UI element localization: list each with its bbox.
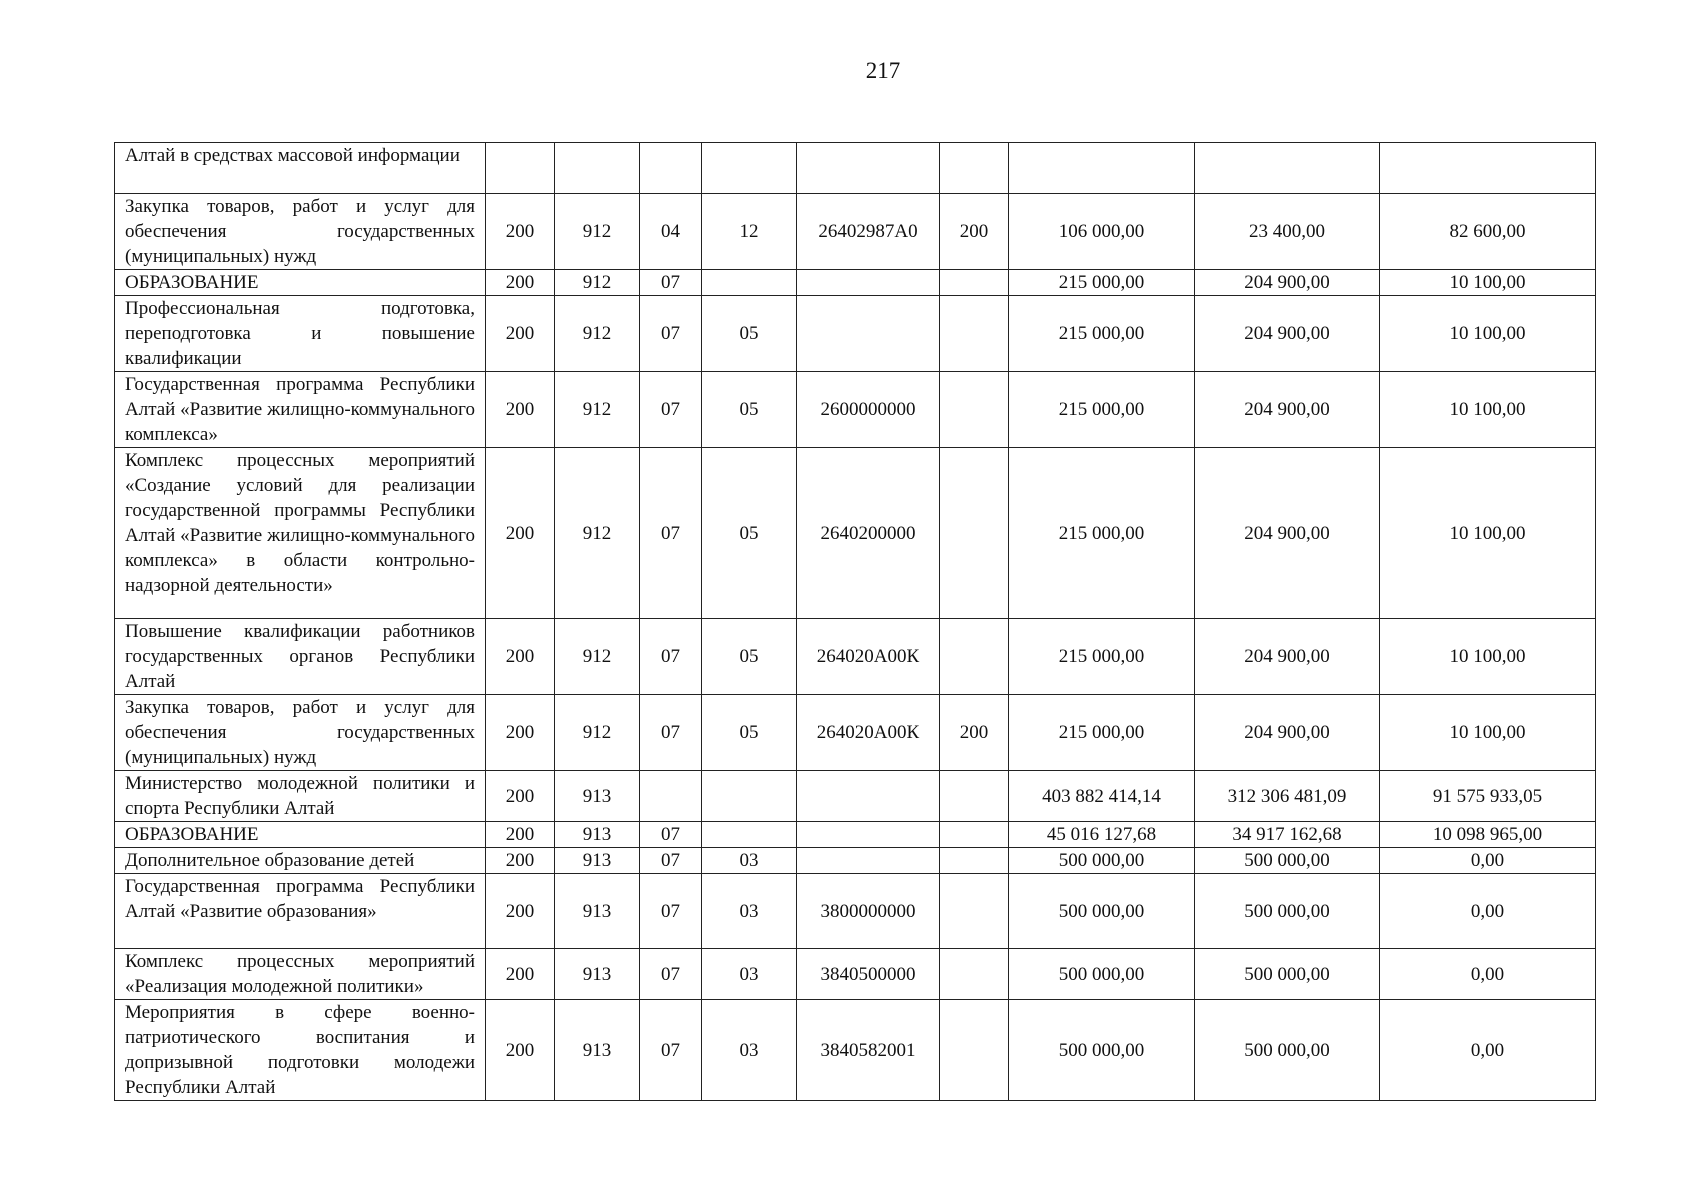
subsection-cell: [702, 822, 797, 848]
table-row: [115, 372, 1596, 448]
amount-total-cell: 215 000,00: [1009, 619, 1195, 695]
subsection-cell: 05: [702, 372, 797, 448]
expense-type-cell: [940, 874, 1009, 949]
table-row: [115, 194, 1596, 270]
amount-regional-cell: 0,00: [1380, 1000, 1596, 1101]
subsection-cell: 05: [702, 448, 797, 619]
table-row: [115, 270, 1596, 296]
expense-type-cell: [940, 270, 1009, 296]
section-cell: 07: [640, 1000, 702, 1101]
section-cell: 07: [640, 695, 702, 771]
target-article-cell: 3840582001: [797, 1000, 940, 1101]
amount-federal-cell: 312 306 481,09: [1195, 771, 1380, 822]
row-name-cell: Мероприятия в сфере военно-патриотического воспитания и допризывной подготовки молодежи Республики Алтай: [115, 1000, 486, 1101]
section-cell: 07: [640, 619, 702, 695]
amount-federal-cell: 204 900,00: [1195, 296, 1380, 372]
ministry-cell: 912: [555, 372, 640, 448]
admin-cell: 200: [486, 822, 555, 848]
section-cell: 07: [640, 448, 702, 619]
expense-type-cell: 200: [940, 194, 1009, 270]
admin-cell: 200: [486, 448, 555, 619]
target-article-cell: 26402987А0: [797, 194, 940, 270]
amount-regional-cell: 0,00: [1380, 874, 1596, 949]
amount-federal-cell: 23 400,00: [1195, 194, 1380, 270]
ministry-cell: 913: [555, 848, 640, 874]
table-row: [115, 448, 1596, 619]
section-cell: 07: [640, 296, 702, 372]
expense-type-cell: [940, 619, 1009, 695]
expense-type-cell: [940, 143, 1009, 194]
row-name-cell: Государственная программа Республики Алтай «Развитие образования»: [115, 874, 486, 949]
target-article-cell: [797, 296, 940, 372]
amount-federal-cell: 204 900,00: [1195, 619, 1380, 695]
row-name-cell: ОБРАЗОВАНИЕ: [115, 270, 486, 296]
row-name-cell: ОБРАЗОВАНИЕ: [115, 822, 486, 848]
ministry-cell: 912: [555, 619, 640, 695]
row-name-cell: Повышение квалификации работников государственных органов Республики Алтай: [115, 619, 486, 695]
amount-federal-cell: 34 917 162,68: [1195, 822, 1380, 848]
amount-federal-cell: 500 000,00: [1195, 949, 1380, 1000]
amount-federal-cell: 204 900,00: [1195, 372, 1380, 448]
row-name-cell: Алтай в средствах массовой информации: [115, 143, 486, 194]
section-cell: 07: [640, 822, 702, 848]
amount-federal-cell: [1195, 143, 1380, 194]
table-row: [115, 949, 1596, 1000]
amount-federal-cell: 500 000,00: [1195, 874, 1380, 949]
subsection-cell: 12: [702, 194, 797, 270]
target-article-cell: 3800000000: [797, 874, 940, 949]
ministry-cell: 913: [555, 822, 640, 848]
ministry-cell: 913: [555, 771, 640, 822]
admin-cell: 200: [486, 1000, 555, 1101]
subsection-cell: 05: [702, 296, 797, 372]
row-name-cell: Профессиональная подготовка, переподготовка и повышение квалификации: [115, 296, 486, 372]
row-name-cell: Закупка товаров, работ и услуг для обеспечения государственных (муниципальных) нужд: [115, 695, 486, 771]
ministry-cell: 912: [555, 448, 640, 619]
amount-total-cell: 106 000,00: [1009, 194, 1195, 270]
ministry-cell: [555, 143, 640, 194]
target-article-cell: [797, 822, 940, 848]
admin-cell: 200: [486, 771, 555, 822]
amount-federal-cell: 500 000,00: [1195, 848, 1380, 874]
admin-cell: 200: [486, 695, 555, 771]
admin-cell: 200: [486, 296, 555, 372]
expense-type-cell: [940, 771, 1009, 822]
table-row: [115, 296, 1596, 372]
amount-regional-cell: 91 575 933,05: [1380, 771, 1596, 822]
admin-cell: 200: [486, 848, 555, 874]
amount-total-cell: 215 000,00: [1009, 372, 1195, 448]
ministry-cell: 913: [555, 1000, 640, 1101]
amount-regional-cell: 82 600,00: [1380, 194, 1596, 270]
section-cell: 07: [640, 874, 702, 949]
table-row: [115, 143, 1596, 194]
admin-cell: [486, 143, 555, 194]
admin-cell: 200: [486, 270, 555, 296]
subsection-cell: 05: [702, 695, 797, 771]
section-cell: [640, 771, 702, 822]
row-name-cell: Министерство молодежной политики и спорта Республики Алтай: [115, 771, 486, 822]
section-cell: [640, 143, 702, 194]
amount-total-cell: 500 000,00: [1009, 874, 1195, 949]
amount-regional-cell: 10 100,00: [1380, 372, 1596, 448]
amount-total-cell: [1009, 143, 1195, 194]
amount-total-cell: 215 000,00: [1009, 296, 1195, 372]
target-article-cell: [797, 143, 940, 194]
target-article-cell: [797, 848, 940, 874]
row-name-cell: Государственная программа Республики Алтай «Развитие жилищно-коммунального комплекса»: [115, 372, 486, 448]
ministry-cell: 912: [555, 695, 640, 771]
row-name-cell: Комплекс процессных мероприятий «Реализация молодежной политики»: [115, 949, 486, 1000]
amount-regional-cell: 10 100,00: [1380, 270, 1596, 296]
row-name-cell: Комплекс процессных мероприятий «Создание условий для реализации государственной программы Республики Алтай «Развитие жилищно-коммунального комплекса» в области контрольно-надзорной деятельности»: [115, 448, 486, 619]
ministry-cell: 913: [555, 949, 640, 1000]
ministry-cell: 912: [555, 296, 640, 372]
expense-type-cell: 200: [940, 695, 1009, 771]
amount-total-cell: 500 000,00: [1009, 1000, 1195, 1101]
subsection-cell: 03: [702, 874, 797, 949]
admin-cell: 200: [486, 619, 555, 695]
expense-type-cell: [940, 296, 1009, 372]
amount-regional-cell: [1380, 143, 1596, 194]
subsection-cell: 03: [702, 949, 797, 1000]
amount-regional-cell: 10 098 965,00: [1380, 822, 1596, 848]
amount-federal-cell: 204 900,00: [1195, 448, 1380, 619]
amount-regional-cell: 10 100,00: [1380, 695, 1596, 771]
amount-regional-cell: 10 100,00: [1380, 448, 1596, 619]
admin-cell: 200: [486, 949, 555, 1000]
amount-federal-cell: 204 900,00: [1195, 270, 1380, 296]
subsection-cell: [702, 270, 797, 296]
amount-regional-cell: 10 100,00: [1380, 296, 1596, 372]
amount-federal-cell: 500 000,00: [1195, 1000, 1380, 1101]
expense-type-cell: [940, 448, 1009, 619]
admin-cell: 200: [486, 874, 555, 949]
amount-regional-cell: 0,00: [1380, 848, 1596, 874]
table-row: [115, 619, 1596, 695]
row-name-cell: Дополнительное образование детей: [115, 848, 486, 874]
target-article-cell: 2640200000: [797, 448, 940, 619]
page-number: 217: [865, 58, 901, 83]
subsection-cell: [702, 143, 797, 194]
section-cell: 07: [640, 270, 702, 296]
subsection-cell: 03: [702, 1000, 797, 1101]
admin-cell: 200: [486, 194, 555, 270]
expense-type-cell: [940, 949, 1009, 1000]
amount-total-cell: 45 016 127,68: [1009, 822, 1195, 848]
amount-total-cell: 215 000,00: [1009, 270, 1195, 296]
section-cell: 07: [640, 848, 702, 874]
amount-regional-cell: 10 100,00: [1380, 619, 1596, 695]
expense-type-cell: [940, 822, 1009, 848]
table-row: [115, 874, 1596, 949]
admin-cell: 200: [486, 372, 555, 448]
ministry-cell: 912: [555, 270, 640, 296]
target-article-cell: 264020А00К: [797, 695, 940, 771]
expense-type-cell: [940, 1000, 1009, 1101]
table-row: [115, 1000, 1596, 1101]
target-article-cell: [797, 270, 940, 296]
row-name-cell: Закупка товаров, работ и услуг для обеспечения государственных (муниципальных) нужд: [115, 194, 486, 270]
section-cell: 07: [640, 949, 702, 1000]
expense-type-cell: [940, 848, 1009, 874]
amount-total-cell: 500 000,00: [1009, 848, 1195, 874]
amount-total-cell: 403 882 414,14: [1009, 771, 1195, 822]
amount-total-cell: 215 000,00: [1009, 695, 1195, 771]
subsection-cell: 05: [702, 619, 797, 695]
subsection-cell: [702, 771, 797, 822]
target-article-cell: 264020А00К: [797, 619, 940, 695]
ministry-cell: 913: [555, 874, 640, 949]
target-article-cell: 2600000000: [797, 372, 940, 448]
amount-federal-cell: 204 900,00: [1195, 695, 1380, 771]
target-article-cell: [797, 771, 940, 822]
target-article-cell: 3840500000: [797, 949, 940, 1000]
amount-regional-cell: 0,00: [1380, 949, 1596, 1000]
amount-total-cell: 500 000,00: [1009, 949, 1195, 1000]
table-body: [115, 143, 1596, 1101]
budget-table: [114, 142, 1596, 1101]
table-row: [115, 848, 1596, 874]
ministry-cell: 912: [555, 194, 640, 270]
section-cell: 07: [640, 372, 702, 448]
table-row: [115, 695, 1596, 771]
amount-total-cell: 215 000,00: [1009, 448, 1195, 619]
section-cell: 04: [640, 194, 702, 270]
table-row: [115, 822, 1596, 848]
subsection-cell: 03: [702, 848, 797, 874]
table-row: [115, 771, 1596, 822]
expense-type-cell: [940, 372, 1009, 448]
